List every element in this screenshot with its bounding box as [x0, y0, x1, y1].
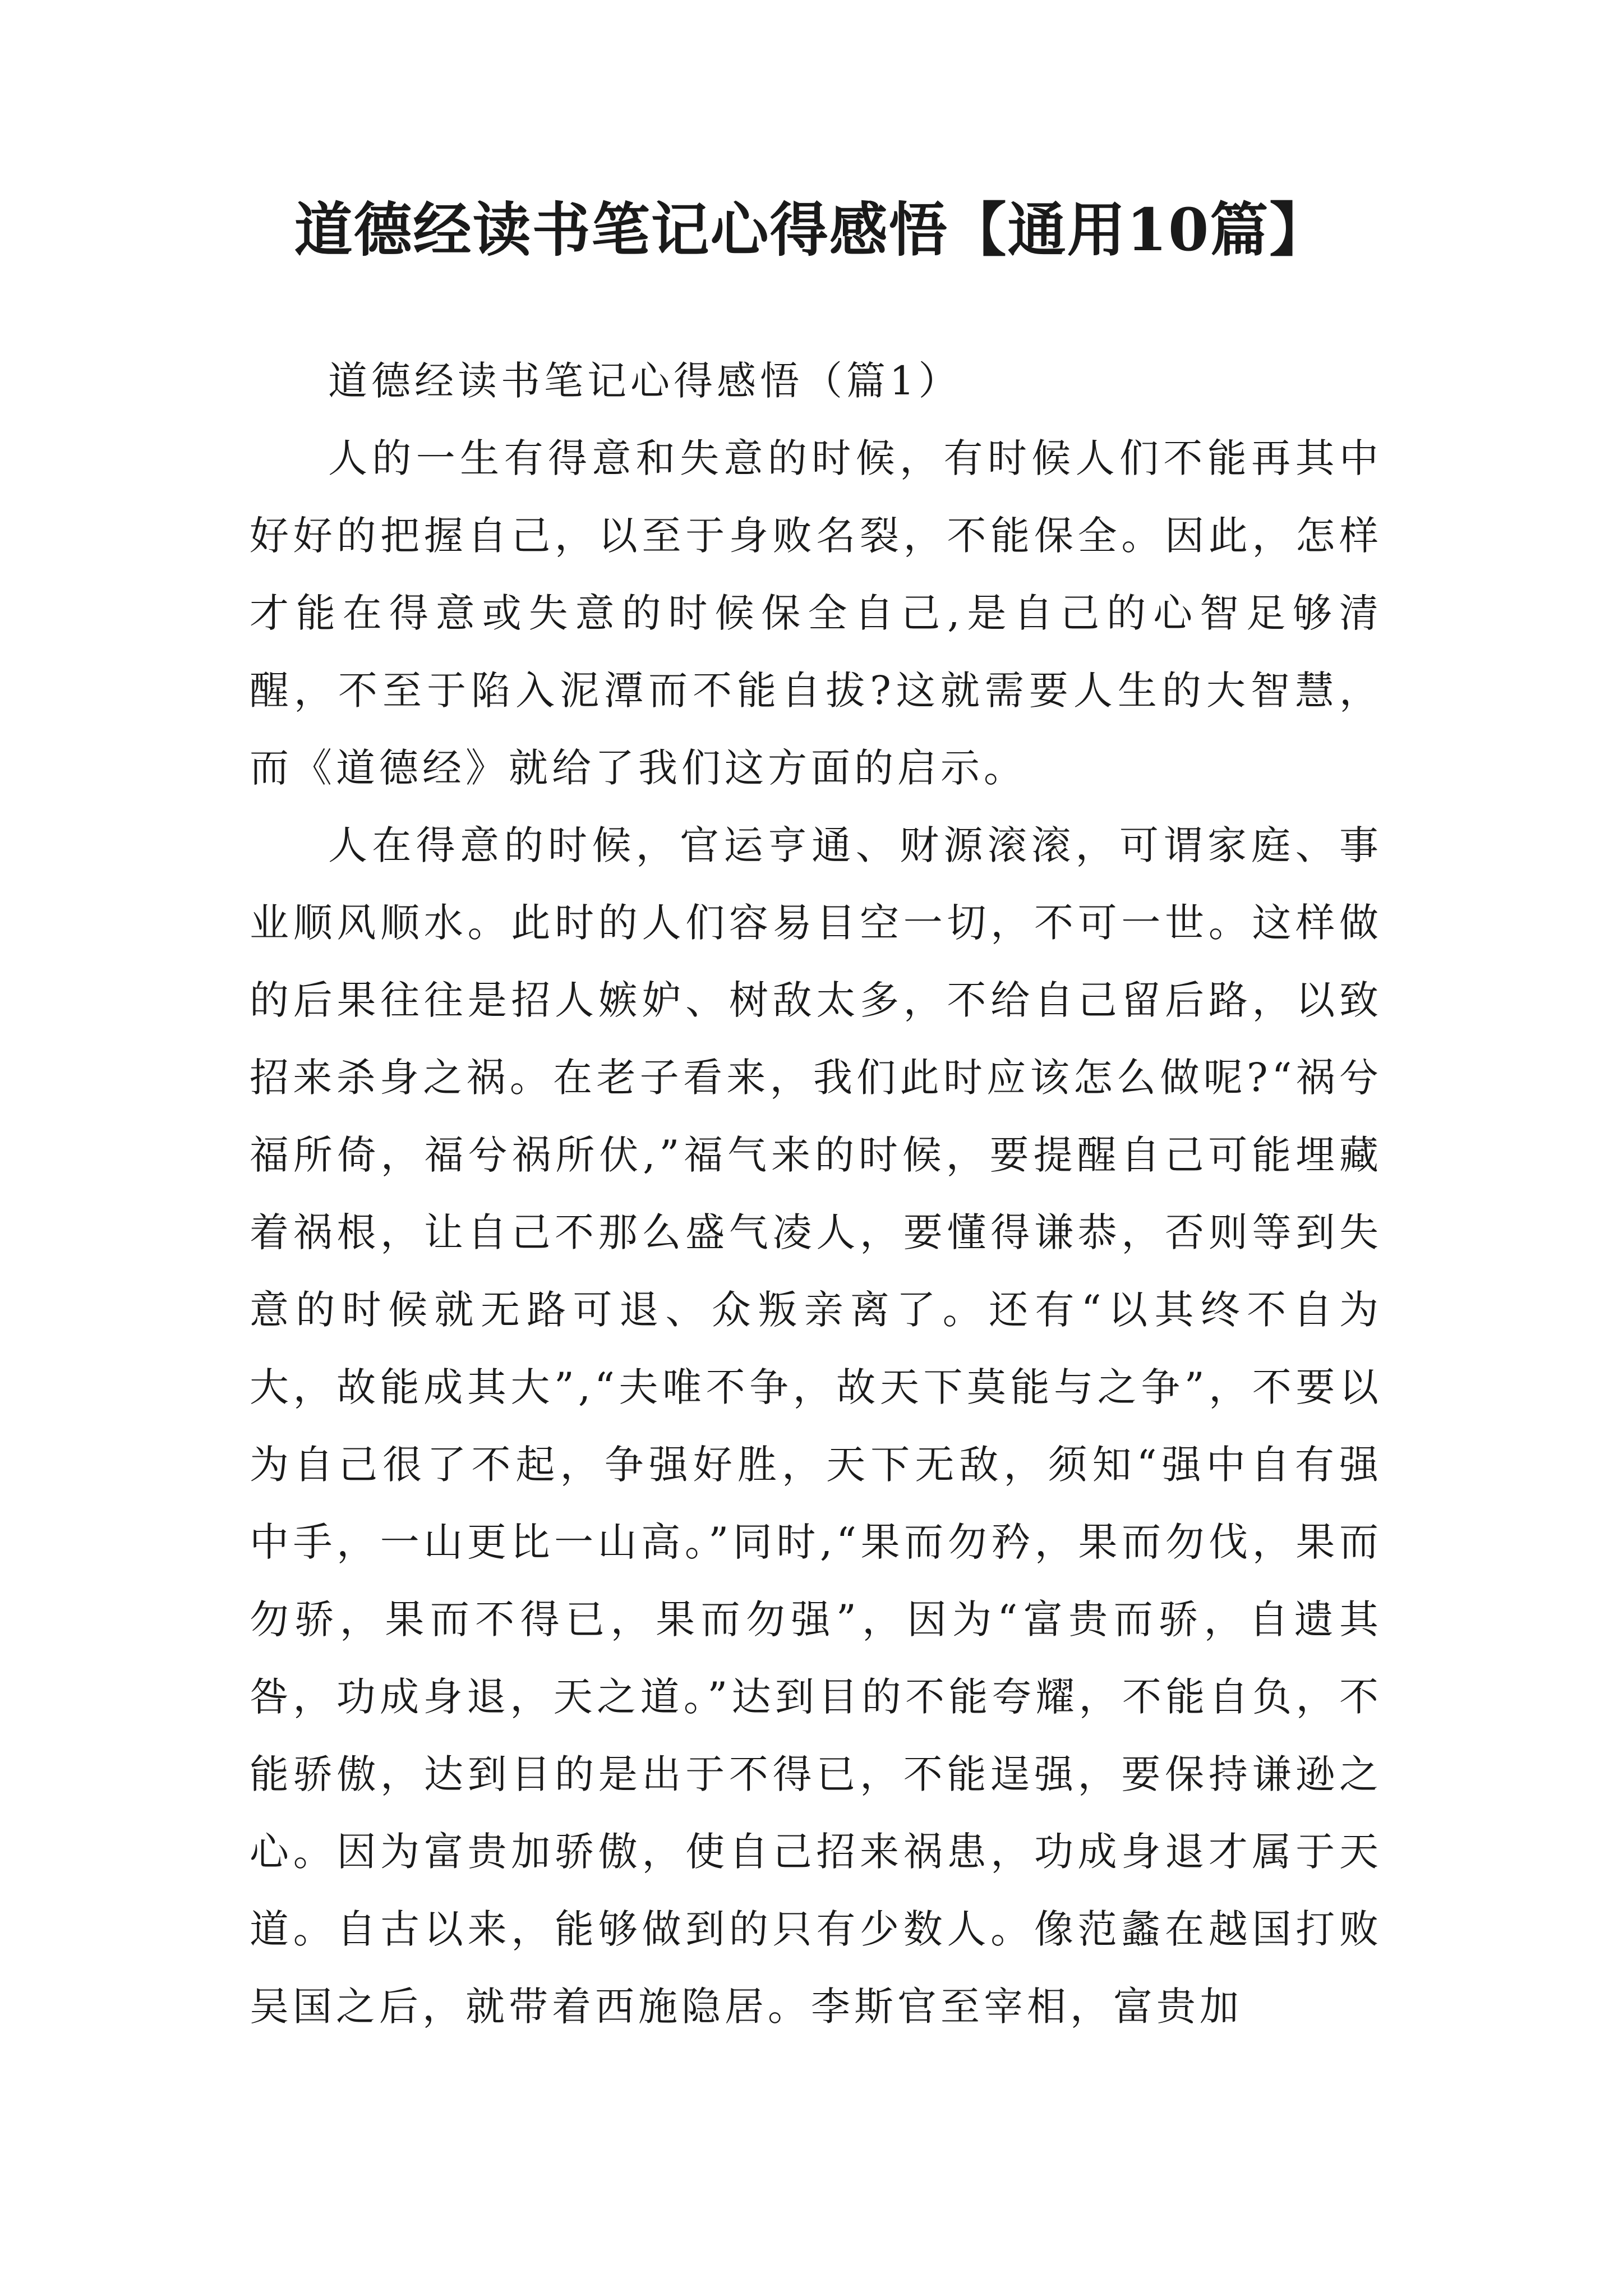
paragraph-1: 人的一生有得意和失意的时候，有时候人们不能再其中好好的把握自己，以至于身败名裂，不能保全。因此，怎样才能在得意或失意的时候保全自己,是自己的心智足够清醒，不至于陷入泥潭而不能自拔?这就需要人生的大智慧，而《道德经》就给了我们这方面的启示。: [250, 435, 1382, 791]
document-body: [250, 342, 1382, 2045]
paragraph-2: 人在得意的时候，官运亨通、财源滚滚，可谓家庭、事业顺风顺水。此时的人们容易目空一切，不可一世。这样做的后果往往是招人嫉妒、树敌太多，不给自己留后路，以致招来杀身之祸。在老子看来，我们此时应该怎么做呢?“祸兮福所倚，福兮祸所伏,”福气来的时候，要提醒自己可能埋藏着祸根，让自己不那么盛气凌人，要懂得谦恭，否则等到失意的时候就无路可退、众叛亲离了。还有“以其终不自为大，故能成其大”,“夫唯不争，故天下莫能与之争”，不要以为自己很了不起，争强好胜，天下无敌，须知“强中自有强中手，一山更比一山高。”同时,“果而勿矜，果而勿伐，果而勿骄，果而不得已，果而勿强”，因为“富贵而骄，自遗其咎，功成身退，天之道。”达到目的不能夸耀，不能自负，不能骄傲，达到目的是出于不得已，不能逞强，要保持谦逊之心。因为富贵加骄傲，使自己招来祸患，功成身退才属于天道。自古以来，能够做到的只有少数人。像范蠡在越国打败吴国之后，就带着西施隐居。李斯官至宰相，富贵加: [250, 822, 1382, 2030]
document-title: 道德经读书笔记心得感悟【通用10篇】: [294, 195, 1329, 264]
section-heading: 道德经读书笔记心得感悟（篇1）: [328, 358, 962, 404]
